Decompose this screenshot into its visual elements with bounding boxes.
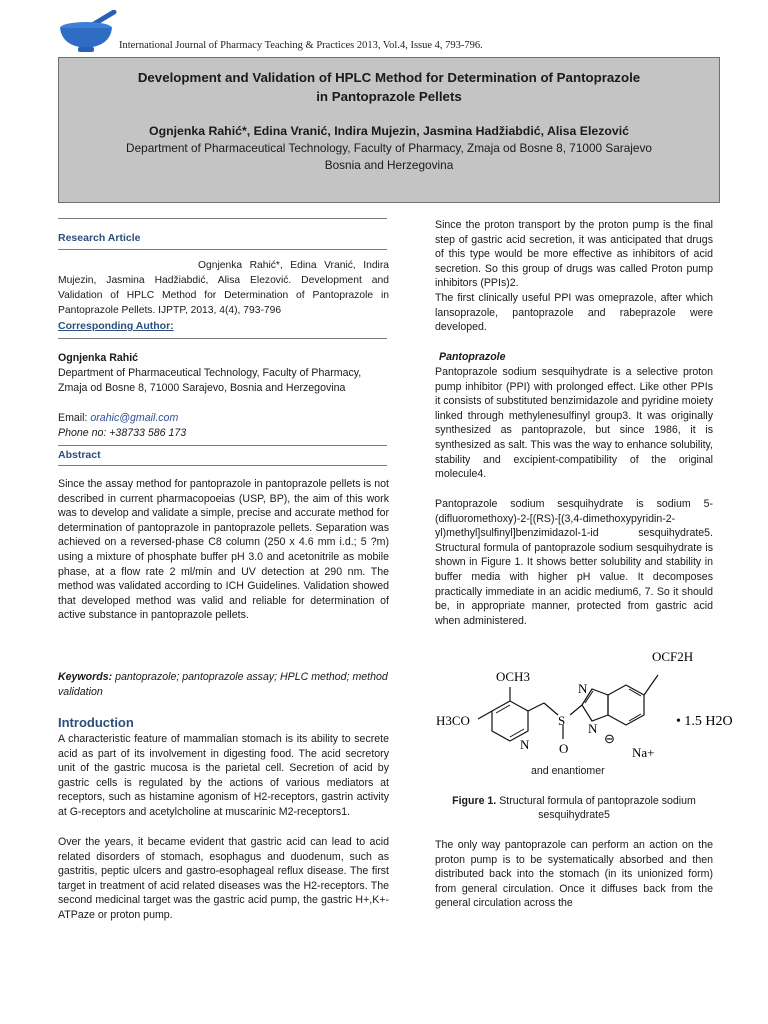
citation-text: Ognjenka Rahić*, Edina Vranić, Indira Mujezin, Jasmina Hadžiabdić, Alisa Elezović. Development and Validation of HPLC Method for Determination of Pantoprazole in Pantoprazole Pellets. IJPTP, 2013, 4(4), 793-796 [58, 260, 389, 316]
structural-formula-figure [432, 645, 762, 765]
divider [58, 465, 387, 466]
introduction-paragraph-1: A characteristic feature of mammalian stomach is its ability to secrete acid as part of its involvement in digesting food. The acid secretory unit of the gastric mucosa is the parietal cell. Secretion of acid by gastric cells is regulated by the actions of various mediators at receptors, such as histamine agonism of H2-receptors, gastrin activity at G-receptors and acetylcholine at muscarinic M2-receptors1. [58, 733, 389, 818]
divider [58, 338, 387, 339]
right-paragraph-1: Since the proton transport by the proton pump is the final step of gastric acid secretion, it was anticipated that drugs of this type would be more effective as inhibitors of acid secretion. So this group of drugs was called Proton pump inhibitors (PPIs)2. [435, 219, 713, 290]
right-paragraph-3: Pantoprazole sodium sesquihydrate is a selective proton pump inhibitor (PPI) with prolonged effect. Like other PPIs it consists of substituted benzimidazole and pyridine moiety linked through methylenesulfinyl group3. It was originally synthesized as pantoprazole, but since 1986, it is synthesized as salt. This was the way to enhance solubility, stability and excipient-compatibility of the original molecule4. [435, 366, 713, 481]
affiliation [59, 140, 719, 174]
keywords [58, 670, 389, 699]
figure-caption-label: Figure 1. [452, 795, 497, 807]
keywords-text: pantoprazole; pantoprazole assay; HPLC method; method validation [58, 671, 388, 698]
title-line-1: Development and Validation of HPLC Method for Determination of Pantoprazole [137, 70, 641, 85]
corresponding-author-name: Ognjenka Rahić [58, 352, 139, 364]
figure-caption-text: Structural formula of pantoprazole sodium sesquihydrate5 [499, 795, 696, 821]
ocf2h-label: OCF2H [652, 649, 694, 664]
keywords-label: Keywords: [58, 671, 113, 683]
enantiomer-note: and enantiomer [531, 765, 605, 777]
imidazole-n2-label: N [588, 721, 598, 736]
h3co-label: H3CO [436, 713, 470, 728]
oxygen-label: O [559, 741, 569, 756]
right-paragraph-5: The only way pantoprazole can perform an action on the proton pump is to be systematically absorbed and then distributed back into the stomach (in its unionized form) from general circulation. Once it diffuses back from the general circulation across the [435, 839, 713, 910]
research-article-label: Research Article [58, 232, 141, 244]
negative-charge-symbol: ⊖ [604, 731, 615, 746]
corresponding-author-heading: Corresponding Author: [58, 320, 174, 332]
email-label: Email: [58, 412, 88, 424]
pantoprazole-heading: Pantoprazole [439, 351, 506, 363]
email-line [58, 411, 389, 426]
divider [58, 249, 387, 250]
email-link[interactable]: orahic@gmail.com [90, 412, 179, 424]
affiliation-line-2: Bosnia and Herzegovina [324, 158, 454, 172]
pyridine-n-label: N [520, 737, 530, 752]
divider [58, 445, 387, 446]
title-box [58, 57, 720, 203]
affiliation-line-1: Department of Pharmaceutical Technology, Faculty of Pharmacy, Zmaja od Bosne 8, 71000 Sarajevo [126, 141, 652, 155]
title-line-2: in Pantoprazole Pellets [316, 89, 462, 104]
phone-number: Phone no: +38733 586 173 [58, 427, 187, 439]
hydrate-label: • 1.5 H2O [676, 714, 733, 729]
introduction-heading: Introduction [58, 715, 134, 730]
sulfur-label: S [558, 713, 566, 728]
journal-logo [58, 10, 118, 54]
authors: Ognjenka Rahić*, Edina Vranić, Indira Mujezin, Jasmina Hadžiabdić, Alisa Elezović [149, 124, 629, 138]
introduction-paragraph-2: Over the years, it became evident that gastric acid can lead to acid related disorders of stomach, esophagus and duodenum, such as gastritis, peptic ulcers and gastro-esophageal reflux disease. The first target in treatment of acid related diseases was the H2-receptors. The second medicinal target was the gastric acid pump, the gastric H+,K+-ATPaze or proton pump. [58, 836, 389, 921]
och3-label: OCH3 [496, 669, 530, 684]
abstract-heading: Abstract [58, 449, 101, 461]
right-paragraph-2: The first clinically useful PPI was omeprazole, after which lansoprazole, pantoprazole and rabeprazole were developed. [435, 292, 713, 334]
paper-title [99, 68, 679, 106]
corresponding-author-address: Department of Pharmaceutical Technology, Faculty of Pharmacy, Zmaja od Bosne 8, 71000 Sarajevo, Bosnia and Herzegovina [58, 367, 362, 394]
divider [58, 218, 387, 219]
journal-citation-header: International Journal of Pharmacy Teaching & Practices 2013, Vol.4, Issue 4, 793-796. [119, 40, 483, 51]
imidazole-n1-label: N [578, 681, 588, 696]
figure-caption [435, 794, 713, 822]
sodium-label: Na+ [632, 745, 655, 760]
right-paragraph-4: Pantoprazole sodium sesquihydrate is sodium 5-(difluoromethoxy)-2-[(RS)-[(3,4-dimethoxypyridin-2-yl)methyl]sulfinyl]benzimidazol-1-id sesquihydrate5. Structural formula of pantoprazole sodium sesquihydrate is shown in Figure 1. It shows better solubility and stability in buffer media with higher pH value. It decomposes practically immediate in an acidic medium6, 7. So it should be, in appropriate manner, protected from gastric acid when administered. [435, 498, 713, 627]
abstract-text: Since the assay method for pantoprazole in pantoprazole pellets is not described in current pharmacopoeias (USP, BP), the aim of this work was to develop and validate a simple, precise and accurate method for determination of pantoprazole in pantoprazole pellets. Separation was achieved on a reversed-phase C8 column (250 x 4.6 mm i.d.; 5 ?m) using a mixture of phosphate buffer pH 3.0 and acetonitrile as mobile phase, at a flow rate 2 ml/min and UV detection at 290 nm. The method was validated according to ICH Guidelines. Validation showed that developed method was valid and reliable for determination of active substance in pantoprazole pellets. [58, 478, 389, 622]
